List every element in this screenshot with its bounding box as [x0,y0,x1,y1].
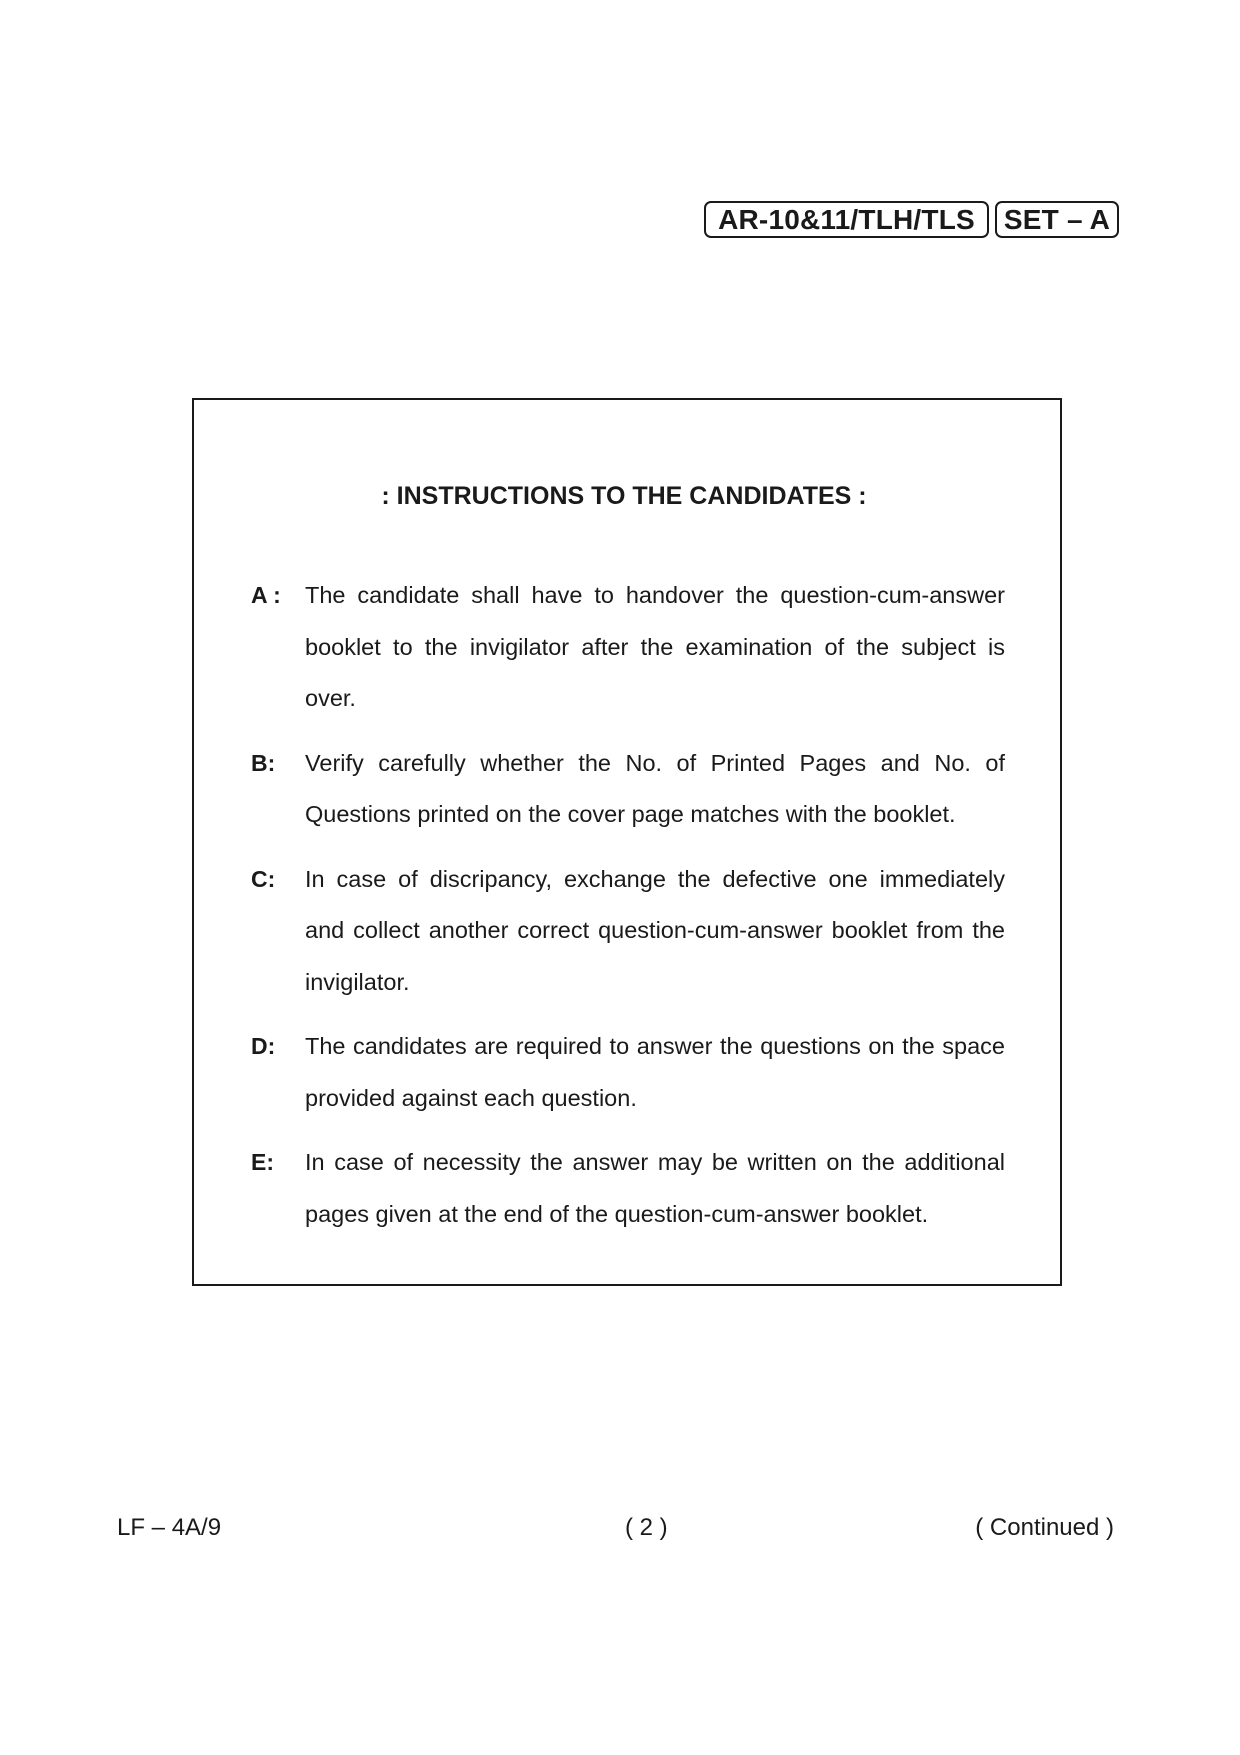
instruction-text: The candidate shall have to handover the question-cum-answer booklet to the invigilator after the examination of the subject is over. [305,582,1005,711]
set-label-box: SET – A [995,201,1119,238]
instruction-text: In case of discripancy, exchange the defective one immediately and collect another correct question-cum-answer booklet from the invigilator. [305,865,1005,995]
instruction-item-e [251,1137,1005,1240]
instruction-text: Verify carefully whether the No. of Printed Pages and No. of Questions printed on the cover page matches with the booklet. [305,749,1005,827]
form-code: LF – 4A/9 [117,1514,222,1541]
instructions-list [251,570,1005,1253]
instruction-letter: B: [251,749,276,776]
instruction-item-c [251,854,1005,1009]
paper-code-header [704,201,1119,238]
page-number: ( 2 ) [625,1514,668,1541]
paper-code-box: AR-10&11/TLH/TLS [704,201,989,238]
instruction-letter: E: [251,1149,274,1175]
instruction-item-a [251,570,1005,725]
instruction-item-b [251,738,1005,841]
instruction-text: In case of necessity the answer may be written on the additional pages given at the end of the question-cum-answer booklet. [305,1149,1005,1227]
instruction-letter: A : [251,582,281,608]
instruction-letter: D: [251,1033,276,1059]
instruction-letter: C: [251,865,276,892]
instructions-box [192,398,1062,1286]
instruction-text: The candidates are required to answer the questions on the space provided against each question. [305,1033,1005,1111]
instructions-title: : INSTRUCTIONS TO THE CANDIDATES : [381,482,867,510]
continued-label: ( Continued ) [975,1514,1114,1541]
instruction-item-d [251,1021,1005,1124]
